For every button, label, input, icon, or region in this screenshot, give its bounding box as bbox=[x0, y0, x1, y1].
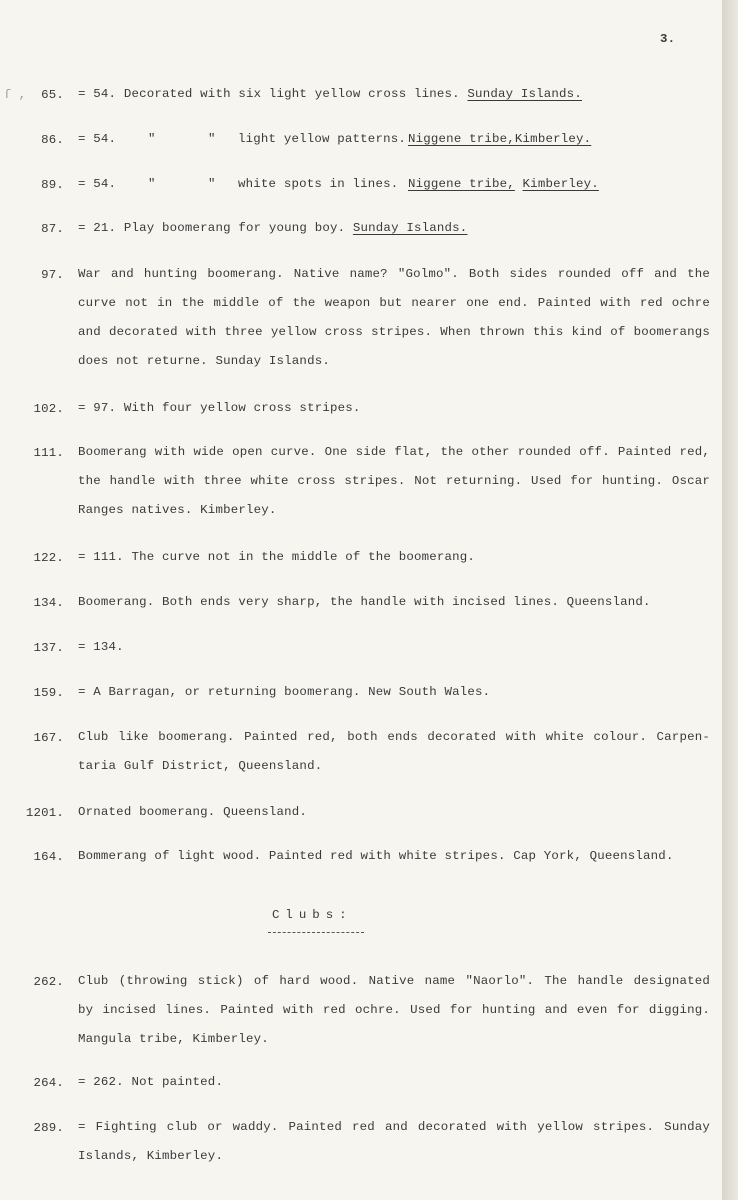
entry-line: = A Barragan, or returning boomerang. New South Wales. bbox=[78, 685, 491, 699]
entry-number: 289. bbox=[33, 1121, 64, 1135]
entry-line: Boomerang with wide open curve. One side flat, the other rounded off. Painted red, bbox=[78, 445, 710, 459]
entry-line: Club (throwing stick) of hard wood. Native name "Naorlo". The handle designated bbox=[78, 974, 710, 988]
heading-underline bbox=[268, 932, 364, 933]
entry-text bbox=[78, 798, 710, 827]
entry-text bbox=[78, 80, 710, 109]
entry-number: 164. bbox=[33, 850, 64, 864]
entry-locality: Kimberley. bbox=[514, 132, 592, 146]
entry-number: 1201. bbox=[25, 806, 64, 820]
entry-number: 137. bbox=[33, 641, 64, 655]
entry-line: Ornated boomerang. Queensland. bbox=[78, 805, 308, 819]
entry-number: 89. bbox=[41, 178, 64, 192]
entry-line: curve not in the middle of the weapon but nearer one end. Painted with red ochre bbox=[78, 296, 710, 310]
entry-text bbox=[78, 678, 710, 707]
page-edge-shadow bbox=[722, 0, 738, 1200]
entry-text bbox=[78, 967, 710, 1054]
entry-line: = 134. bbox=[78, 640, 124, 654]
entry-number: 167. bbox=[33, 731, 64, 745]
ditto-mark: " bbox=[148, 177, 156, 191]
entry-text bbox=[78, 214, 710, 243]
entry-number: 134. bbox=[33, 596, 64, 610]
entry-line: by incised lines. Painted with red ochre. Used for hunting and even for digging. bbox=[78, 1003, 710, 1017]
entry-text bbox=[78, 260, 710, 376]
entry-text bbox=[78, 1113, 710, 1171]
entry-line: Club like boomerang. Painted red, both ends decorated with white colour. Carpen- bbox=[78, 730, 710, 744]
entry-number: 111. bbox=[33, 446, 64, 460]
entry-text bbox=[78, 588, 710, 617]
entry-locality: Kimberley. bbox=[522, 177, 599, 191]
entry-text bbox=[78, 170, 710, 199]
entry-line: Ranges natives. Kimberley. bbox=[78, 503, 277, 517]
entry-text-part: = 54. bbox=[78, 177, 117, 191]
entry-line: Mangula tribe, Kimberley. bbox=[78, 1032, 269, 1046]
entry-text bbox=[78, 842, 710, 871]
entry-text bbox=[78, 1068, 710, 1097]
entry-text-part: white spots in lines. bbox=[238, 177, 399, 191]
entry-line: = 97. With four yellow cross stripes. bbox=[78, 401, 361, 415]
entry-line: does not returne. Sunday Islands. bbox=[78, 354, 330, 368]
entry-tribe: Niggene tribe, bbox=[408, 177, 515, 191]
entry-text bbox=[78, 125, 710, 154]
section-heading: Clubs: bbox=[272, 908, 353, 922]
entry-locality: Sunday Islands. bbox=[467, 87, 582, 101]
entry-number: 87. bbox=[41, 222, 64, 236]
entry-text-part: = 54. Decorated with six light yellow cross lines. bbox=[78, 87, 468, 101]
entry-text-part: = 21. Play boomerang for young boy. bbox=[78, 221, 353, 235]
ditto-mark: " bbox=[148, 132, 156, 146]
entry-text bbox=[78, 633, 710, 662]
entry-text-part: = 54. bbox=[78, 132, 117, 146]
entry-line: Boomerang. Both ends very sharp, the handle with incised lines. Queensland. bbox=[78, 595, 651, 609]
page-number: 3. bbox=[660, 32, 676, 46]
entry-line: = Fighting club or waddy. Painted red and decorated with yellow stripes. Sunday bbox=[78, 1120, 710, 1134]
entry-text bbox=[78, 394, 710, 423]
margin-mark: ſ , bbox=[4, 88, 27, 102]
entry-text bbox=[78, 723, 710, 781]
entry-tribe: Niggene tribe, bbox=[408, 132, 515, 146]
entry-number: 86. bbox=[41, 133, 64, 147]
entry-text bbox=[78, 438, 710, 525]
entry-line: taria Gulf District, Queensland. bbox=[78, 759, 323, 773]
entry-line: War and hunting boomerang. Native name? "Golmo". Both sides rounded off and the bbox=[78, 267, 710, 281]
entry-number: 159. bbox=[33, 686, 64, 700]
ditto-mark: " bbox=[208, 177, 216, 191]
entry-line: = 262. Not painted. bbox=[78, 1075, 224, 1089]
entry-number: 102. bbox=[33, 402, 64, 416]
entry-number: 65. bbox=[41, 88, 64, 102]
entry-text-part: light yellow patterns. bbox=[238, 132, 406, 146]
entry-line: Bommerang of light wood. Painted red with white stripes. Cap York, Queensland. bbox=[78, 849, 674, 863]
entry-number: 97. bbox=[41, 268, 64, 282]
entry-number: 264. bbox=[33, 1076, 64, 1090]
entry-locality: Sunday Islands. bbox=[352, 221, 468, 235]
entry-line: and decorated with three yellow cross stripes. When thrown this kind of boomerangs bbox=[78, 325, 710, 339]
entry-line: Islands, Kimberley. bbox=[78, 1149, 224, 1163]
entry-number: 262. bbox=[33, 975, 64, 989]
entry-number: 122. bbox=[33, 551, 64, 565]
entry-line: the handle with three white cross stripes. Not returning. Used for hunting. Oscar bbox=[78, 474, 710, 488]
ditto-mark: " bbox=[208, 132, 216, 146]
entry-text bbox=[78, 543, 710, 572]
entry-line: = 111. The curve not in the middle of the boomerang. bbox=[78, 550, 476, 564]
